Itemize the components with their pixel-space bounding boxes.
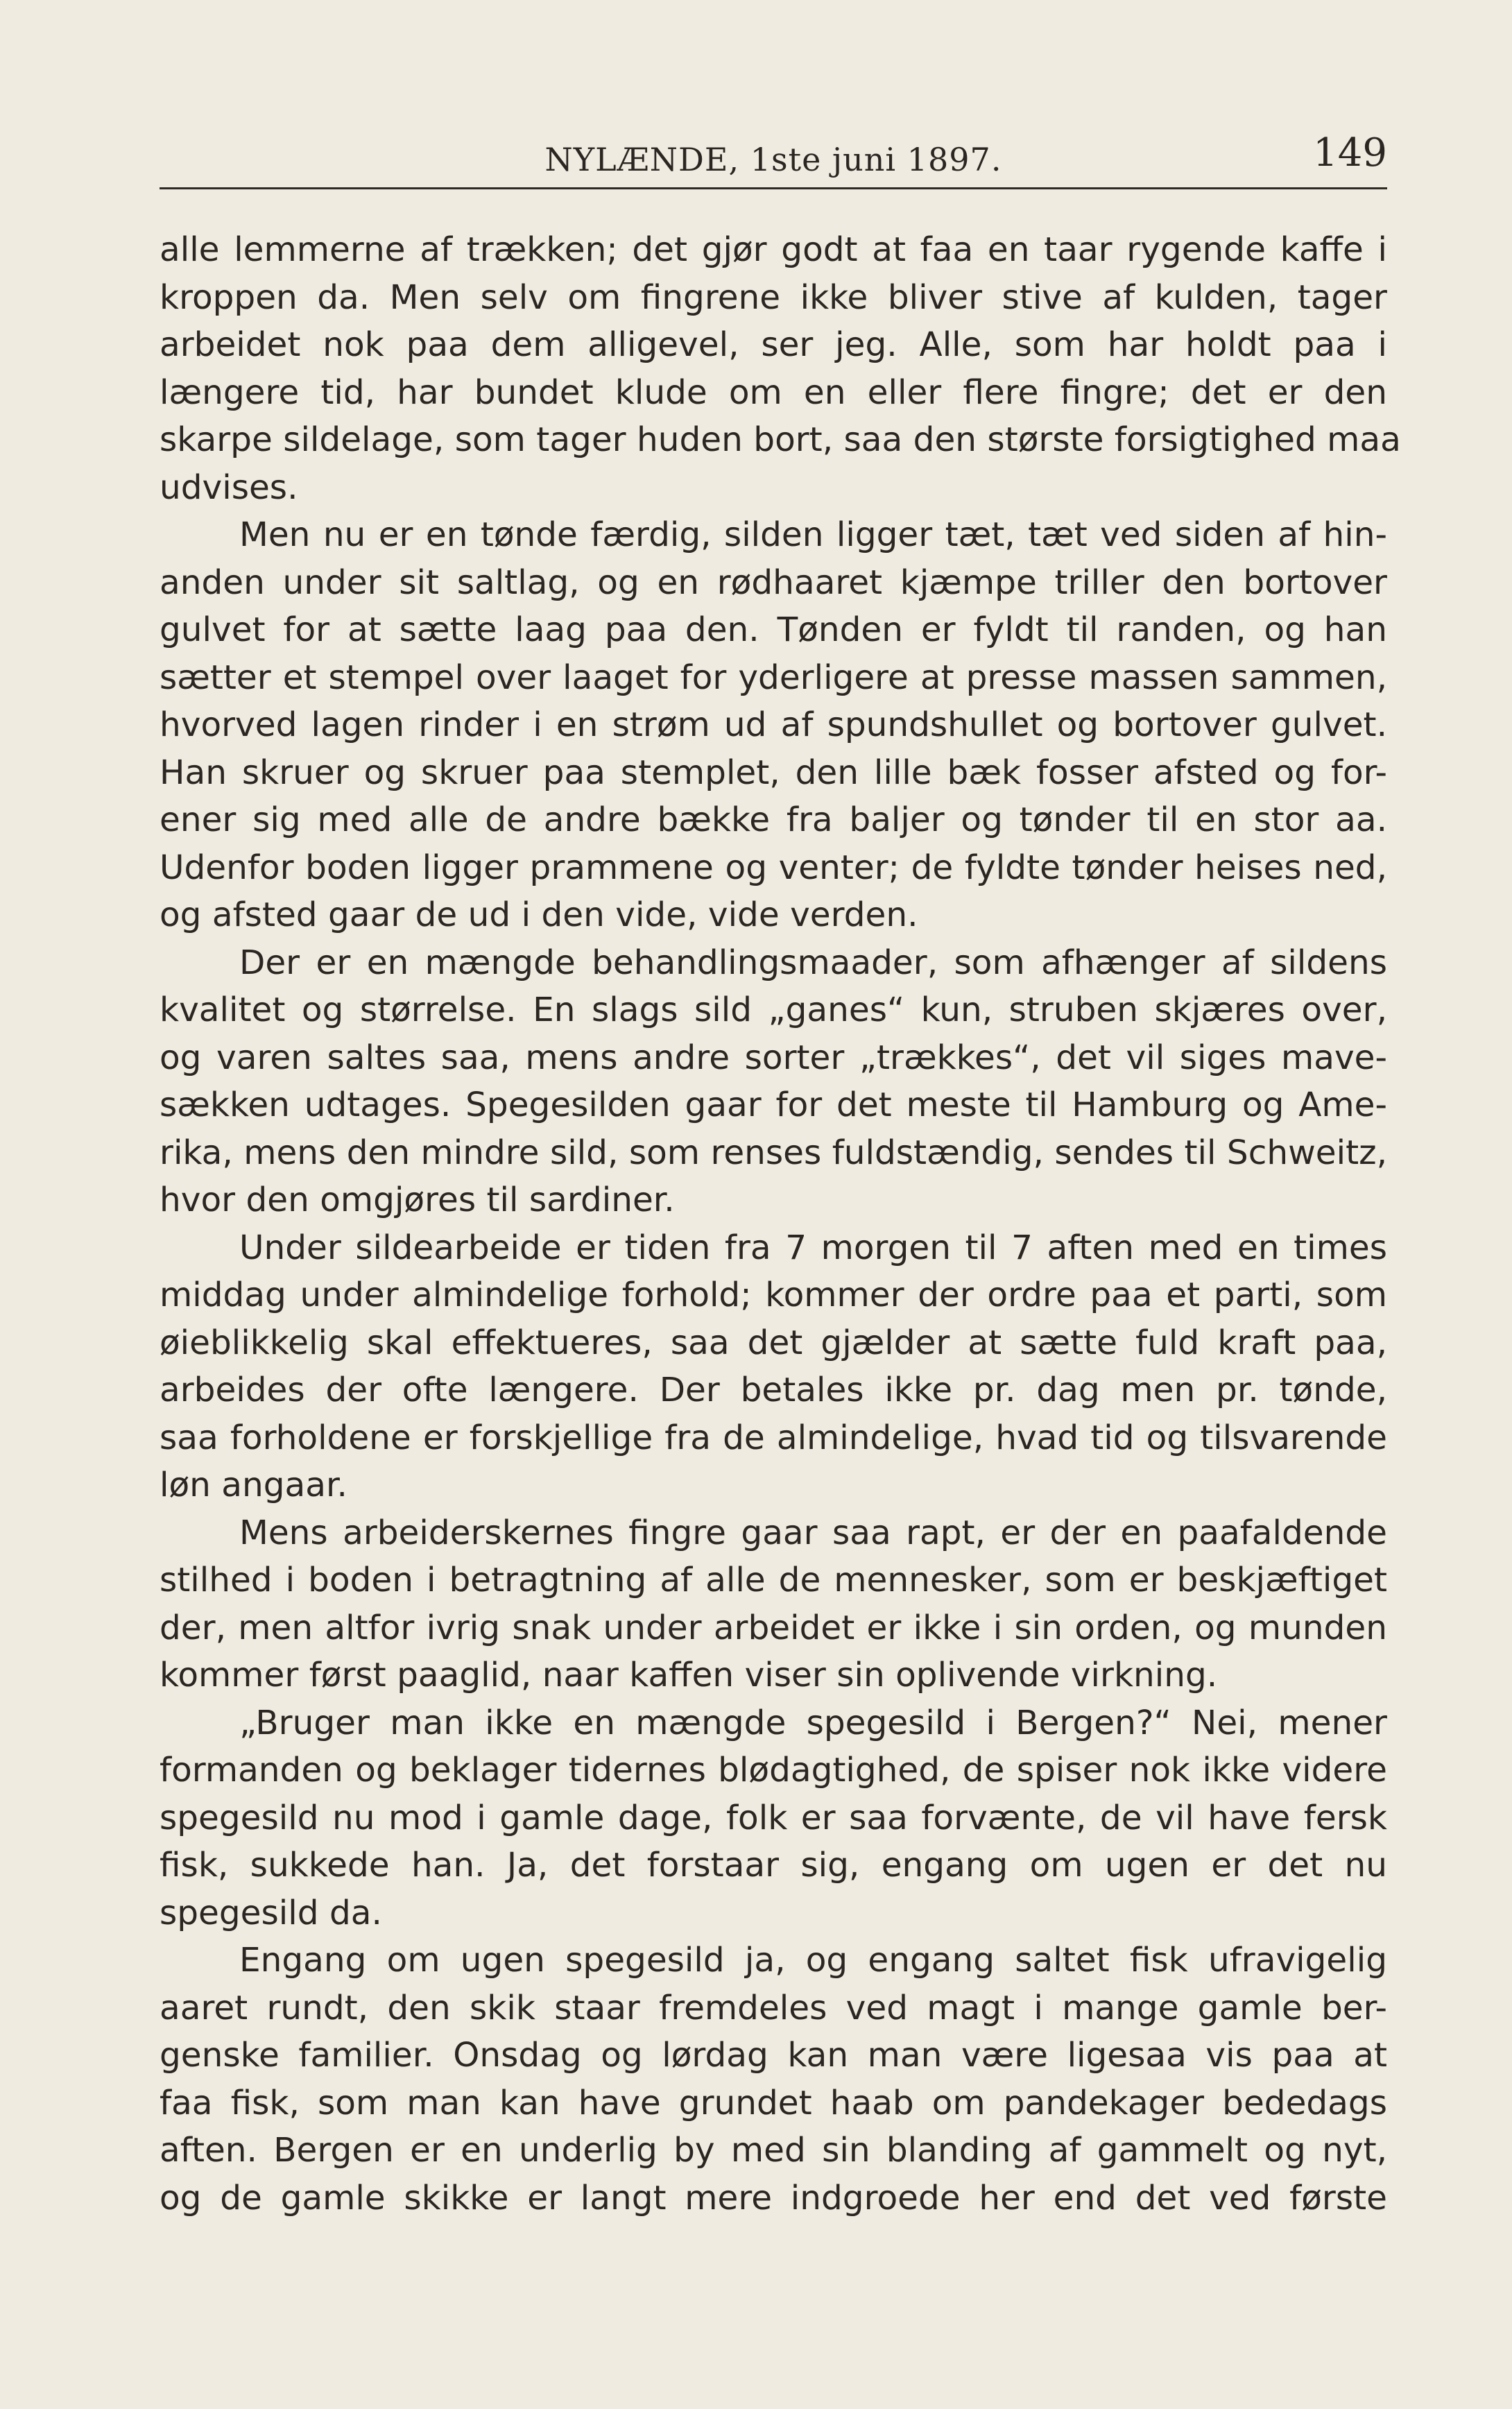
text-line: der, men altfor ivrig snak under arbeidet er ikke i sin orden, og munden <box>160 1608 1387 1647</box>
text-line: kvalitet og størrelse. En slags sild „ganes“ kun, struben skjæres over, <box>160 991 1387 1029</box>
text-line: saa forholdene er forskjellige fra de almindelige, hvad tid og tilsvarende <box>160 1418 1387 1457</box>
text-line: rika, mens den mindre sild, som renses fuldstændig, sendes til Schweitz, <box>160 1133 1387 1172</box>
text-line: formanden og beklager tidernes blødagtighed, de spiser nok ikke videre <box>160 1751 1387 1790</box>
text-line: Han skruer og skruer paa stemplet, den lille bæk fosser afsted og for- <box>160 753 1387 792</box>
text-line: spegesild da. <box>160 1893 382 1932</box>
text-line: Mens arbeiderskernes fingre gaar saa rapt, er der en paafaldende <box>239 1513 1387 1552</box>
text-line: sækken udtages. Spegesilden gaar for det meste til Hamburg og Ame- <box>160 1086 1387 1124</box>
text-line: arbeidet nok paa dem alligevel, ser jeg. Alle, som har holdt paa i <box>160 325 1387 364</box>
text-line: Men nu er en tønde færdig, silden ligger tæt, tæt ved siden af hin- <box>239 515 1387 554</box>
text-line: arbeides der ofte længere. Der betales ikke pr. dag men pr. tønde, <box>160 1371 1387 1409</box>
text-line: Der er en mængde behandlingsmaader, som afhænger af sildens <box>239 943 1387 982</box>
text-line: „Bruger man ikke en mængde spegesild i Bergen?“ Nei, mener <box>239 1703 1387 1742</box>
text-line: middag under almindelige forhold; kommer der ordre paa et parti, som <box>160 1276 1387 1314</box>
text-line: stilhed i boden i betragtning af alle de mennesker, som er beskjæftiget <box>160 1561 1387 1600</box>
text-line: skarpe sildelage, som tager huden bort, saa den største forsigtighed maa <box>160 420 1401 459</box>
text-line: aaret rundt, den skik staar fremdeles ved magt i mange gamle ber- <box>160 1988 1387 2027</box>
text-line: ener sig med alle de andre bække fra baljer og tønder til en stor aa. <box>160 800 1387 839</box>
text-line: øieblikkelig skal effektueres, saa det gjælder at sætte fuld kraft paa, <box>160 1323 1387 1362</box>
text-line: hvor den omgjøres til sardiner. <box>160 1181 675 1219</box>
text-line: kommer først paaglid, naar kaffen viser sin oplivende virkning. <box>160 1656 1218 1695</box>
text-line: anden under sit saltlag, og en rødhaaret kjæmpe triller den bortover <box>160 563 1387 602</box>
text-line: kroppen da. Men selv om fingrene ikke bliver stive af kulden, tager <box>160 277 1387 317</box>
text-line: løn angaar. <box>160 1466 347 1504</box>
text-line: aften. Bergen er en underlig by med sin blanding af gammelt og nyt, <box>160 2131 1387 2170</box>
text-line: hvorved lagen rinder i en strøm ud af spundshullet og bortover gulvet. <box>160 705 1387 744</box>
text-line: sætter et stempel over laaget for yderligere at presse massen sammen, <box>160 658 1387 697</box>
page-number: 149 <box>1313 130 1387 175</box>
text-line: længere tid, har bundet klude om en eller flere fingre; det er den <box>160 372 1387 412</box>
text-line: og de gamle skikke er langt mere indgroede her end det ved første <box>160 2178 1387 2218</box>
page-header <box>160 132 1387 189</box>
text-line: faa fisk, som man kan have grundet haab om pandekager bededags <box>160 2083 1387 2123</box>
text-line: fisk, sukkede han. Ja, det forstaar sig, engang om ugen er det nu <box>160 1846 1387 1885</box>
text-line: og afsted gaar de ud i den vide, vide verden. <box>160 895 918 934</box>
text-line: spegesild nu mod i gamle dage, folk er saa forvænte, de vil have fersk <box>160 1798 1387 1837</box>
text-line: udvises. <box>160 468 298 507</box>
text-line: og varen saltes saa, mens andre sorter „trækkes“, det vil siges mave- <box>160 1038 1387 1077</box>
running-head: NYLÆNDE, 1ste juni 1897. <box>544 141 1002 178</box>
text-line: gulvet for at sætte laag paa den. Tønden er fyldt til randen, og han <box>160 610 1387 649</box>
text-line: alle lemmerne af trækken; det gjør godt at faa en taar rygende kaffe i <box>160 230 1387 269</box>
body-text <box>160 226 1401 2222</box>
text-line: genske familier. Onsdag og lørdag kan man være ligesaa vis paa at <box>160 2036 1387 2075</box>
text-line: Udenfor boden ligger prammene og venter; de fyldte tønder heises ned, <box>160 848 1387 887</box>
text-line: Under sildearbeide er tiden fra 7 morgen til 7 aften med en times <box>239 1228 1387 1267</box>
text-line: Engang om ugen spegesild ja, og engang saltet fisk ufravigelig <box>239 1941 1387 1980</box>
